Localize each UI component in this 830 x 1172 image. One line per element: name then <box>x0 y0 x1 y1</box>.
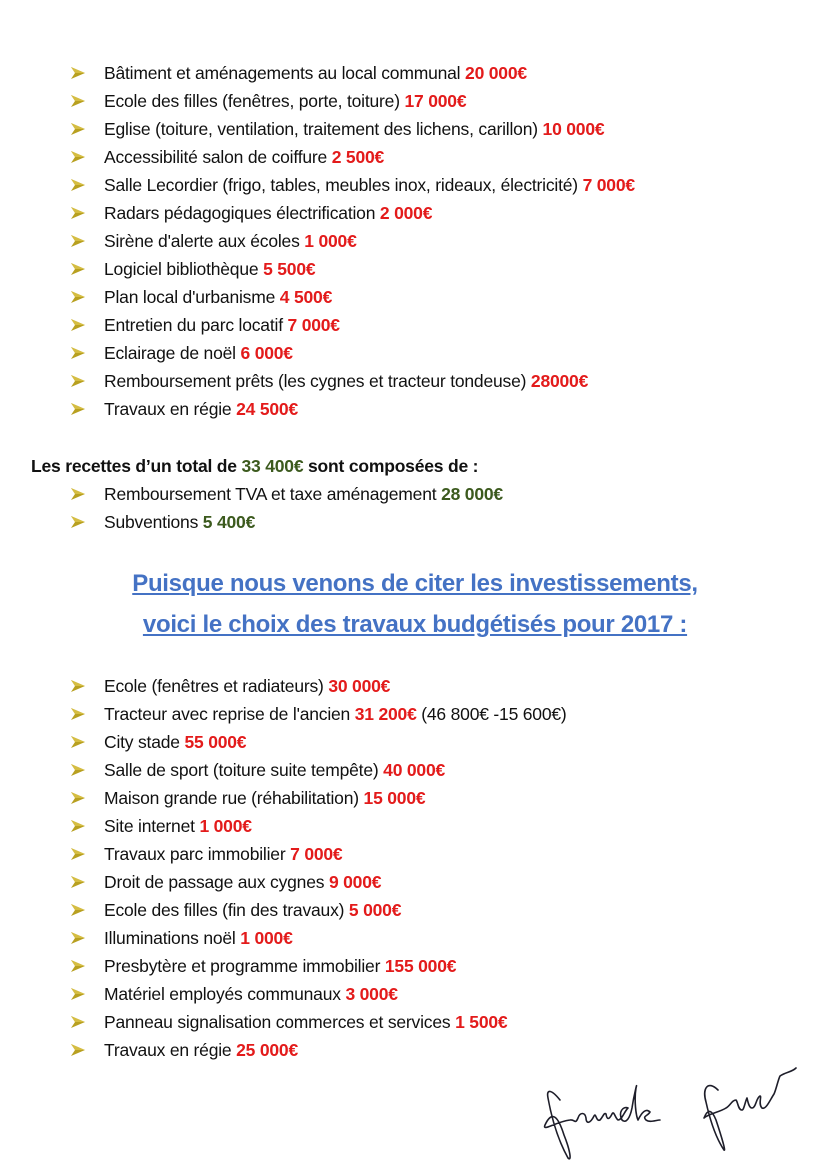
item-label: Accessibilité salon de coiffure <box>104 147 332 167</box>
list-item <box>70 255 635 283</box>
item-amount: 1 000€ <box>199 816 252 836</box>
list-item <box>70 672 567 700</box>
item-amount: 2 500€ <box>331 147 385 167</box>
arrow-bullet-icon <box>70 227 104 255</box>
item-label: Travaux en régie <box>104 1040 237 1060</box>
item-amount: 7 000€ <box>287 315 340 335</box>
arrow-bullet-icon <box>70 812 104 840</box>
arrow-bullet-icon <box>70 700 104 728</box>
item-amount: 25 000€ <box>236 1040 298 1060</box>
item-label: Droit de passage aux cygnes <box>104 872 329 892</box>
item-label: Presbytère et programme immobilier <box>104 956 385 976</box>
arrow-bullet-icon <box>70 952 104 980</box>
income-total: 33 400€ <box>241 456 304 476</box>
arrow-bullet-icon <box>70 728 104 756</box>
list-item <box>70 868 567 896</box>
item-label: City stade <box>104 732 185 752</box>
list-item <box>70 339 635 367</box>
item-amount: 1 000€ <box>240 928 293 948</box>
list-item <box>70 143 635 171</box>
item-label: Eclairage de noël <box>104 343 241 363</box>
list-item <box>70 199 635 227</box>
item-amount: 4 500€ <box>279 287 333 307</box>
item-amount: 7 000€ <box>290 844 343 864</box>
arrow-bullet-icon <box>70 143 104 171</box>
arrow-bullet-icon <box>70 171 104 199</box>
item-label: Salle Lecordier (frigo, tables, meubles inox, rideaux, électricité) <box>104 175 583 195</box>
list-item <box>70 283 635 311</box>
item-amount: 3 000€ <box>345 984 398 1004</box>
arrow-bullet-icon <box>70 199 104 227</box>
list-item <box>70 227 635 255</box>
arrow-bullet-icon <box>70 255 104 283</box>
item-amount: 2 000€ <box>379 203 433 223</box>
arrow-bullet-icon <box>70 868 104 896</box>
signature <box>530 1050 810 1170</box>
arrow-bullet-icon <box>70 480 104 508</box>
item-amount: 9 000€ <box>328 872 382 892</box>
arrow-bullet-icon <box>70 1036 104 1064</box>
item-amount: 30 000€ <box>328 676 391 696</box>
item-amount: 10 000€ <box>542 119 605 139</box>
list-item <box>70 952 567 980</box>
item-amount: 28 000€ <box>441 484 503 504</box>
expenses-list <box>70 59 635 423</box>
item-amount: 1 000€ <box>304 231 357 251</box>
item-label: Logiciel bibliothèque <box>104 259 264 279</box>
item-amount: 1 500€ <box>455 1012 508 1032</box>
arrow-bullet-icon <box>70 59 104 87</box>
income-heading-prefix: Les recettes d’un total de <box>31 456 242 476</box>
list-item <box>70 756 567 784</box>
arrow-bullet-icon <box>70 672 104 700</box>
item-label: Maison grande rue (réhabilitation) <box>104 788 364 808</box>
item-amount: 55 000€ <box>184 732 247 752</box>
arrow-bullet-icon <box>70 924 104 952</box>
arrow-bullet-icon <box>70 395 104 423</box>
list-item <box>70 87 635 115</box>
list-item <box>70 311 635 339</box>
item-amount: 5 500€ <box>263 259 316 279</box>
works-heading-line2: voici le choix des travaux budgétisés pour 2017 : <box>142 611 688 638</box>
arrow-bullet-icon <box>70 980 104 1008</box>
works-heading-line1: Puisque nous venons de citer les investissements, <box>132 570 698 597</box>
item-label: Radars pédagogiques électrification <box>104 203 380 223</box>
item-amount: 5 000€ <box>348 900 402 920</box>
arrow-bullet-icon <box>70 508 104 536</box>
item-label: Salle de sport (toiture suite tempête) <box>104 760 384 780</box>
item-label: Subventions <box>104 512 203 532</box>
item-label: Ecole (fenêtres et radiateurs) <box>104 676 329 696</box>
item-amount: 24 500€ <box>236 399 298 419</box>
list-item <box>70 395 635 423</box>
list-item <box>70 115 635 143</box>
item-amount: 40 000€ <box>383 760 446 780</box>
list-item <box>70 896 567 924</box>
arrow-bullet-icon <box>70 840 104 868</box>
income-heading <box>31 452 478 480</box>
item-label: Sirène d'alerte aux écoles <box>104 231 305 251</box>
arrow-bullet-icon <box>70 784 104 812</box>
list-item <box>70 728 567 756</box>
arrow-bullet-icon <box>70 756 104 784</box>
item-label: Remboursement TVA et taxe aménagement <box>104 484 442 504</box>
item-label: Entretien du parc locatif <box>104 315 288 335</box>
item-label: Travaux en régie <box>104 399 237 419</box>
list-item <box>70 367 635 395</box>
item-label: Illuminations noël <box>104 928 241 948</box>
item-amount: 17 000€ <box>404 91 467 111</box>
item-amount: 28000€ <box>530 371 589 391</box>
signature-icon <box>530 1050 810 1165</box>
item-amount: 31 200€ <box>354 704 417 724</box>
arrow-bullet-icon <box>70 311 104 339</box>
list-item <box>70 1036 567 1064</box>
item-amount: 7 000€ <box>582 175 635 195</box>
item-amount: 15 000€ <box>363 788 426 808</box>
arrow-bullet-icon <box>70 1008 104 1036</box>
item-label: Ecole des filles (fenêtres, porte, toiture) <box>104 91 405 111</box>
item-label: Tracteur avec reprise de l'ancien <box>104 704 355 724</box>
item-label: Remboursement prêts (les cygnes et tracteur tondeuse) <box>104 371 531 391</box>
works-list <box>70 672 567 1064</box>
arrow-bullet-icon <box>70 367 104 395</box>
item-label: Site internet <box>104 816 200 836</box>
item-note: (46 800€ -15 600€) <box>416 704 567 724</box>
list-item <box>70 171 635 199</box>
item-label: Matériel employés communaux <box>104 984 346 1004</box>
arrow-bullet-icon <box>70 87 104 115</box>
list-item <box>70 840 567 868</box>
list-item <box>70 980 567 1008</box>
list-item <box>70 812 567 840</box>
item-amount: 6 000€ <box>240 343 293 363</box>
item-label: Bâtiment et aménagements au local communal <box>104 63 466 83</box>
income-heading-suffix: sont composées de : <box>303 456 479 476</box>
item-label: Ecole des filles (fin des travaux) <box>104 900 349 920</box>
item-label: Travaux parc immobilier <box>104 844 291 864</box>
arrow-bullet-icon <box>70 339 104 367</box>
item-label: Panneau signalisation commerces et services <box>104 1012 456 1032</box>
arrow-bullet-icon <box>70 115 104 143</box>
list-item <box>70 924 567 952</box>
list-item <box>70 784 567 812</box>
list-item <box>70 700 567 728</box>
list-item <box>70 59 635 87</box>
item-amount: 155 000€ <box>384 956 457 976</box>
item-amount: 5 400€ <box>202 512 256 532</box>
arrow-bullet-icon <box>70 896 104 924</box>
item-amount: 20 000€ <box>465 63 527 83</box>
arrow-bullet-icon <box>70 283 104 311</box>
list-item <box>70 508 503 536</box>
item-label: Plan local d'urbanisme <box>104 287 280 307</box>
item-label: Eglise (toiture, ventilation, traitement des lichens, carillon) <box>104 119 543 139</box>
list-item <box>70 480 503 508</box>
income-list <box>70 480 503 536</box>
list-item <box>70 1008 567 1036</box>
